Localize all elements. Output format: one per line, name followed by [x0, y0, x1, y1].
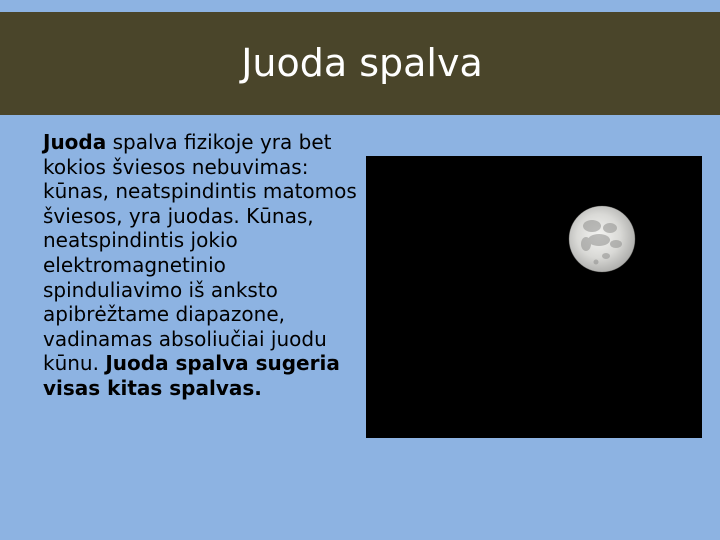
moon-icon — [569, 206, 635, 272]
title-bar — [0, 12, 720, 115]
moon-photo — [366, 156, 702, 438]
paragraph-text: spalva fizikoje yra bet kokios šviesos nebuvimas: kūnas, neatspindintis matomos šviesos, yra juodas. Kūnas, neatspindintis jokio elektromagnetinio spinduliavimo iš anksto apibrėžtame diapazone, vadinamas absoliučiai juodu kūnu. — [43, 130, 357, 376]
closing-bold-text: Juoda spalva sugeria visas kitas spalvas. — [43, 351, 340, 400]
body-paragraph — [43, 130, 363, 401]
slide-title: Juoda spalva — [241, 41, 483, 85]
lead-bold-text: Juoda — [43, 130, 107, 154]
top-strip — [0, 0, 720, 12]
moon-image — [366, 156, 702, 438]
